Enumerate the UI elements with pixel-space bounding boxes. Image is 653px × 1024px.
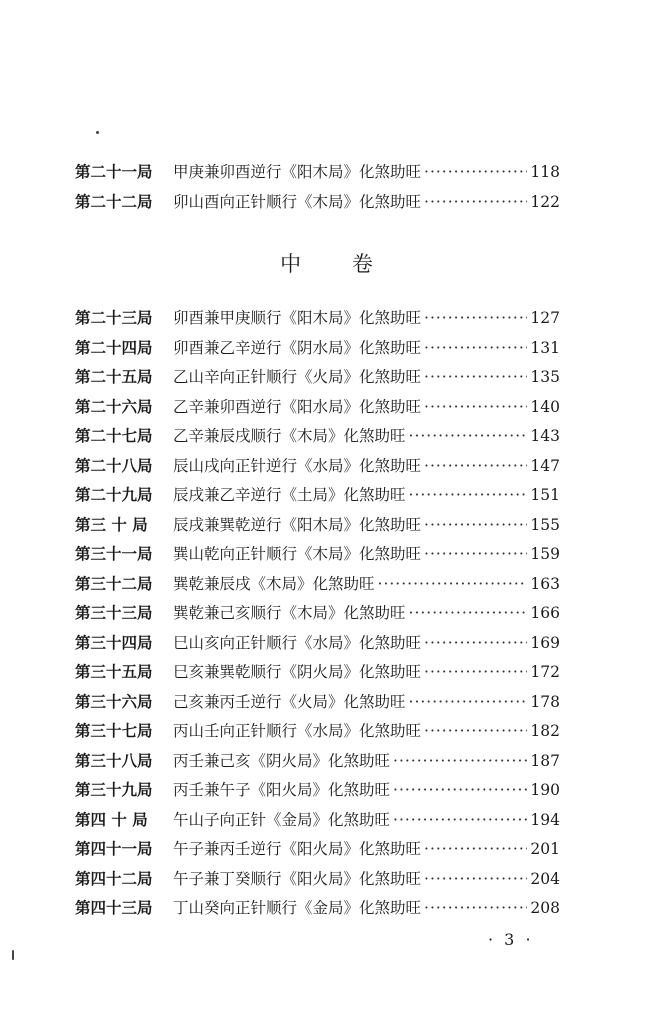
toc-entry-chapter: 第二十六局	[75, 396, 153, 416]
toc-entry-chapter: 第三 十 局	[75, 514, 148, 534]
toc-list-upper	[75, 160, 560, 219]
toc-entry-chapter: 第二十三局	[75, 308, 153, 327]
toc-entry-page: 163	[530, 574, 560, 593]
toc-entry-page: 187	[530, 751, 560, 770]
toc-entry-chapter: 第二十一局	[75, 162, 153, 181]
toc-entry-page: 127	[530, 309, 560, 327]
toc-entry	[75, 660, 560, 690]
toc-entry-page: 208	[530, 899, 560, 917]
toc-entry-leader-dots	[424, 193, 527, 211]
toc-list-middle-volume	[75, 306, 560, 926]
toc-entry	[75, 690, 560, 720]
toc-entry-title: 巽山乾向正针顺行《木局》化煞助旺	[173, 545, 422, 563]
toc-entry-title: 丁山癸向正针顺行《金局》化煞助旺	[173, 899, 422, 917]
toc-entry-title: 巽乾兼辰戌《木局》化煞助旺	[173, 574, 375, 593]
toc-entry-page: 155	[530, 515, 560, 534]
toc-entry	[75, 719, 560, 749]
toc-entry	[75, 572, 560, 602]
toc-entry-leader-dots	[409, 693, 528, 711]
toc-entry-leader-dots	[424, 339, 527, 357]
toc-entry-leader-dots	[424, 309, 527, 327]
toc-entry-title: 己亥兼丙壬逆行《火局》化煞助旺	[173, 692, 406, 711]
toc-entry-chapter: 第二十五局	[75, 367, 153, 386]
toc-entry-leader-dots	[409, 486, 528, 504]
toc-entry-chapter: 第二十八局	[75, 455, 153, 475]
scan-speck	[12, 950, 14, 960]
toc-entry-page: 201	[530, 840, 560, 858]
toc-entry-chapter: 第三十九局	[75, 780, 153, 799]
toc-entry	[75, 601, 560, 631]
toc-entry-leader-dots	[409, 427, 528, 445]
toc-entry-chapter: 第四十二局	[75, 868, 153, 888]
toc-entry-chapter: 第三十八局	[75, 750, 153, 770]
toc-entry-title: 卯山酉向正针顺行《木局》化煞助旺	[173, 192, 422, 211]
toc-entry-page: 204	[530, 869, 560, 888]
toc-entry-page: 159	[530, 545, 560, 563]
toc-entry	[75, 749, 560, 779]
toc-entry	[75, 395, 560, 425]
toc-entry-page: 178	[530, 692, 560, 711]
toc-entry	[75, 542, 560, 572]
toc-entry-title: 巳山亥向正针顺行《水局》化煞助旺	[173, 633, 422, 652]
toc-entry-title: 午子兼丁癸顺行《阳火局》化煞助旺	[173, 869, 422, 888]
toc-entry-leader-dots	[409, 604, 528, 622]
toc-entry-page: 118	[530, 163, 560, 181]
toc-entry-leader-dots	[424, 870, 527, 888]
toc-entry-leader-dots	[393, 752, 527, 770]
toc-entry	[75, 808, 560, 838]
toc-entry-title: 甲庚兼卯酉逆行《阳木局》化煞助旺	[173, 163, 422, 181]
toc-entry	[75, 160, 560, 190]
toc-entry	[75, 454, 560, 484]
toc-entry-title: 乙山辛向正针顺行《火局》化煞助旺	[173, 368, 422, 386]
toc-entry-chapter: 第三十六局	[75, 691, 153, 711]
toc-entry-title: 丙壬兼己亥《阴火局》化煞助旺	[173, 751, 391, 770]
toc-entry-title: 辰戌兼乙辛逆行《土局》化煞助旺	[173, 486, 406, 504]
toc-entry-leader-dots	[424, 722, 527, 740]
toc-entry-leader-dots	[424, 163, 527, 181]
toc-entry-chapter: 第三十四局	[75, 632, 153, 652]
page-number: · 3 ·	[488, 930, 534, 949]
toc-entry-page: 182	[530, 722, 560, 740]
toc-entry-page: 194	[530, 810, 560, 829]
toc-entry-page: 151	[530, 486, 560, 504]
toc-entry-chapter: 第三十一局	[75, 544, 153, 563]
section-title: 中 卷	[280, 252, 395, 276]
toc-entry-page: 169	[530, 633, 560, 652]
toc-entry-title: 丙山壬向正针顺行《水局》化煞助旺	[173, 722, 422, 740]
toc-entry-chapter: 第四十一局	[75, 839, 153, 858]
toc-entry	[75, 336, 560, 366]
toc-entry-chapter: 第四 十 局	[75, 809, 148, 829]
toc-entry	[75, 306, 560, 336]
toc-entry-leader-dots	[424, 457, 527, 475]
toc-entry-leader-dots	[424, 398, 527, 416]
toc-entry	[75, 631, 560, 661]
toc-entry-page: 135	[530, 368, 560, 386]
toc-entry-leader-dots	[393, 811, 527, 829]
toc-entry-leader-dots	[424, 840, 527, 858]
toc-entry-page: 190	[530, 781, 560, 799]
toc-entry	[75, 365, 560, 395]
toc-entry-title: 辰戌兼巽乾逆行《阳木局》化煞助旺	[173, 515, 422, 534]
toc-entry-page: 147	[530, 456, 560, 475]
toc-entry-chapter: 第三十七局	[75, 721, 153, 740]
toc-entry	[75, 424, 560, 454]
toc-entry-leader-dots	[424, 545, 527, 563]
toc-entry	[75, 837, 560, 867]
toc-entry-chapter: 第二十二局	[75, 191, 153, 211]
toc-entry-chapter: 第四十三局	[75, 898, 153, 917]
toc-entry	[75, 190, 560, 220]
toc-entry	[75, 778, 560, 808]
toc-entry	[75, 896, 560, 926]
toc-entry-chapter: 第三十三局	[75, 603, 153, 622]
toc-entry-title: 午山子向正针《金局》化煞助旺	[173, 810, 391, 829]
toc-entry-page: 166	[530, 604, 560, 622]
toc-entry-leader-dots	[424, 663, 527, 681]
toc-entry-title: 乙辛兼辰戌顺行《木局》化煞助旺	[173, 427, 406, 445]
toc-entry	[75, 513, 560, 543]
toc-entry-page: 143	[530, 427, 560, 445]
toc-entry-title: 辰山戌向正针逆行《水局》化煞助旺	[173, 456, 422, 475]
toc-entry-leader-dots	[393, 781, 527, 799]
toc-entry-title: 巽乾兼己亥顺行《木局》化煞助旺	[173, 604, 406, 622]
toc-entry-title: 巳亥兼巽乾顺行《阴火局》化煞助旺	[173, 663, 422, 681]
toc-entry-title: 卯酉兼甲庚顺行《阳木局》化煞助旺	[173, 309, 422, 327]
toc-entry-chapter: 第三十五局	[75, 662, 153, 681]
toc-entry-title: 丙壬兼午子《阳火局》化煞助旺	[173, 781, 391, 799]
toc-entry-chapter: 第三十二局	[75, 573, 153, 593]
toc-entry-title: 卯酉兼乙辛逆行《阴水局》化煞助旺	[173, 338, 422, 357]
scan-speck	[96, 131, 99, 134]
toc-entry-leader-dots	[424, 516, 527, 534]
toc-entry-page: 122	[530, 192, 560, 211]
toc-entry-chapter: 第二十九局	[75, 485, 153, 504]
toc-entry-chapter: 第二十七局	[75, 426, 153, 445]
toc-entry-page: 131	[530, 338, 560, 357]
toc-entry-page: 172	[530, 663, 560, 681]
toc-entry-leader-dots	[424, 899, 527, 917]
toc-entry-title: 乙辛兼卯酉逆行《阳水局》化煞助旺	[173, 397, 422, 416]
toc-entry-leader-dots	[378, 575, 528, 593]
toc-entry	[75, 483, 560, 513]
toc-entry-page: 140	[530, 397, 560, 416]
toc-entry-leader-dots	[424, 368, 527, 386]
toc-entry	[75, 867, 560, 897]
toc-entry-leader-dots	[424, 634, 527, 652]
toc-entry-chapter: 第二十四局	[75, 337, 153, 357]
toc-entry-title: 午子兼丙壬逆行《阳火局》化煞助旺	[173, 840, 422, 858]
